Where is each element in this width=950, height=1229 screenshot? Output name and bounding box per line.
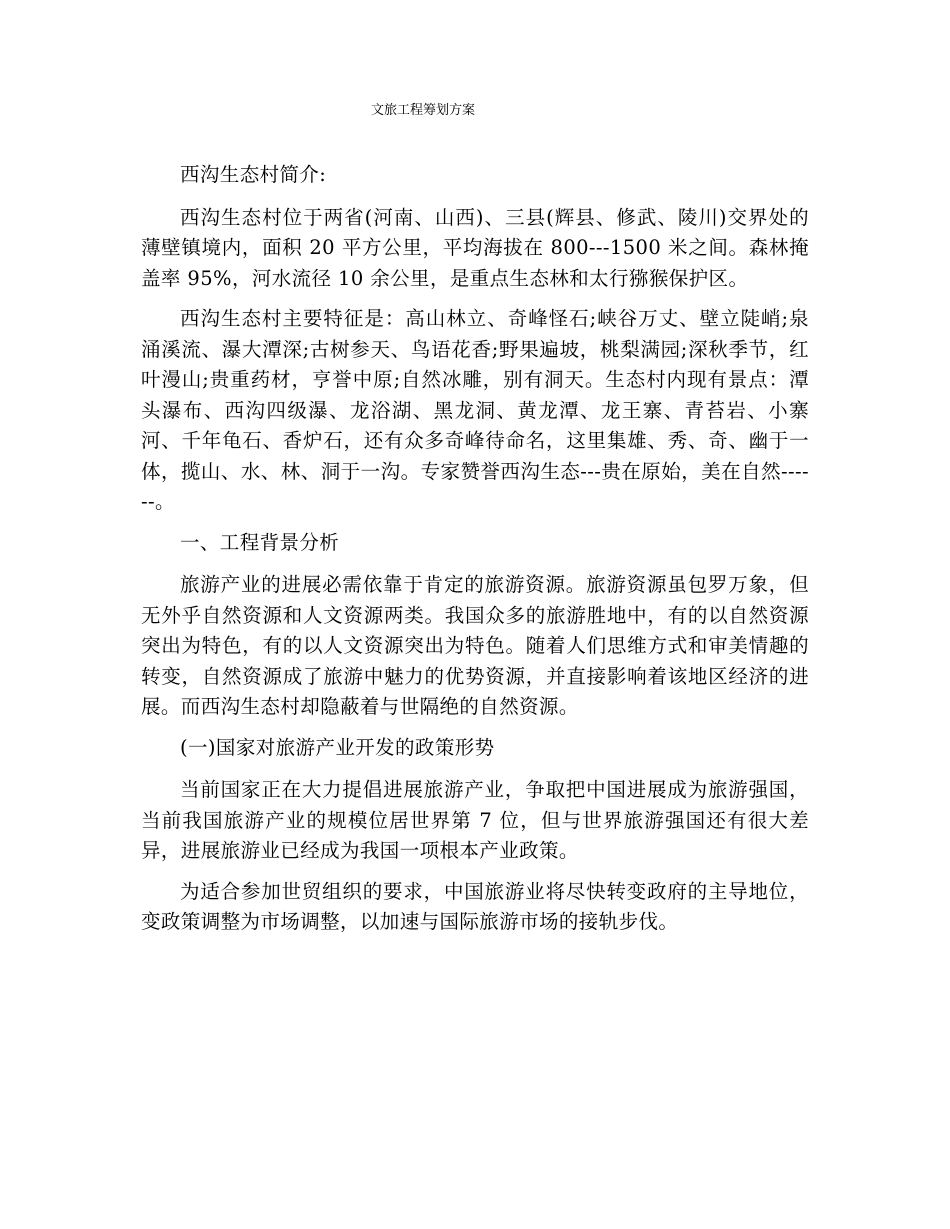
section-paragraph-tourism-resources: 旅游产业的进展必需依靠于肯定的旅游资源。旅游资源虽包罗万象，但无外乎自然资源和人文资源两类。我国众多的旅游胜地中，有的以自然资源突出为特色，有的以人文资源突出为特色。随着人们思维方式和审美情趣的转变，自然资源成了旅游中魅力的优势资源，并直接影响着该地区经济的进展。而西沟生态村却隐蔽着与世隔绝的自然资源。: [141, 573, 809, 718]
section-heading-background: 一、工程背景分析: [180, 530, 340, 554]
document-body: [141, 160, 809, 948]
subsection-paragraph-wto: 为适合参加世贸组织的要求，中国旅游业将尽快转变政府的主导地位，变政策调整为市场调整，以加速与国际旅游市场的接轨步伐。: [141, 879, 809, 933]
intro-heading: 西沟生态村简介:: [180, 163, 327, 186]
subsection-heading-policy: (一)国家对旅游产业开发的政策形势: [180, 735, 495, 759]
intro-paragraph-location: 西沟生态村位于两省(河南、山西)、三县(辉县、修武、陵川)交界处的薄壁镇境内，面积 20 平方公里，平均海拔在 800---1500 米之间。森林掩盖率 95%，河水流径 10 余公里，是重点生态林和太行猕猴保护区。: [141, 205, 809, 290]
subsection-paragraph-national-policy: 当前国家正在大力提倡进展旅游产业，争取把中国进展成为旅游强国，当前我国旅游产业的规模位居世界第 7 位，但与世界旅游强国还有很大差异，进展旅游业已经成为我国一项根本产业政策。: [141, 778, 809, 862]
intro-paragraph-features: 西沟生态村主要特征是：高山林立、奇峰怪石;峡谷万丈、壁立陡峭;泉涌溪流、瀑大潭深;古树参天、鸟语花香;野果遍坡，桃梨满园;深秋季节，红叶漫山;贵重药材，亨誉中原;自然冰雕，别有洞天。生态村内现有景点：潭头瀑布、西沟四级瀑、龙浴湖、黑龙洞、黄龙潭、龙王寨、青苔岩、小寨河、千年龟石、香炉石，还有众多奇峰待命名，这里集雄、秀、奇、幽于一体，揽山、水、林、洞于一沟。专家赞誉西沟生态---贵在原始，美在自然------。: [141, 307, 809, 513]
document-title: 文旅工程筹划方案: [370, 103, 475, 118]
